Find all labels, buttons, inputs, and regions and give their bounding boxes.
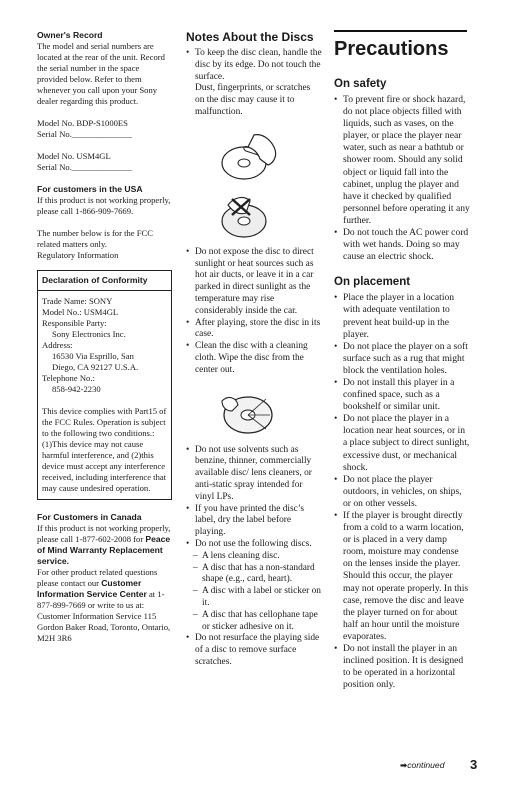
doc-model: Model No.: USM4GL (42, 307, 119, 317)
arrow-icon: ➡ (400, 760, 408, 770)
disc-notes-list-3 (186, 445, 322, 669)
serial-number-2: Serial No.______________ (37, 162, 133, 172)
address-line-2: Diego, CA 92127 U.S.A. (52, 362, 139, 372)
responsible-party-name: Sony Electronics Inc. (52, 329, 126, 339)
model-number-1: Model No. BDP-S1000ES (37, 118, 128, 128)
canada-center-bold: Customer Information Service Center (37, 578, 147, 599)
list-item: • Do not place the player outdoors, in vehicles, on ships, or on other vessels. (334, 474, 470, 510)
address-label: Address: (42, 340, 73, 350)
telephone-number: 858-942-2230 (52, 384, 101, 394)
continued-label (400, 760, 444, 771)
telephone-label: Telephone No.: (42, 373, 95, 383)
list-item: • Do not install this player in a confined space, such as a bookshelf or similar unit. (334, 377, 470, 413)
list-item: • To keep the disc clean, handle the disc by its edge. Do not touch the surface. Dust, fingerprints, or scratches on the disc may cause it to malfunction. (186, 48, 322, 119)
usa-text: If this product is not working properly, please call 1-866-909-7669. (37, 195, 171, 216)
usa-heading: For customers in the USA (37, 184, 143, 194)
column-precautions (334, 30, 470, 691)
list-item: • Clean the disc with a cleaning cloth. Wipe the disc from the center out. (186, 341, 322, 376)
list-item: • Do not expose the disc to direct sunlight or heat sources such as hot air ducts, or leave it in a car parked in direct sunlight as the temperature may rise considerably inside the car. (186, 247, 322, 318)
list-item: • To prevent fire or shock hazard, do not place objects filled with liquids, such as vases, on the player, or place the player near water, such as near a bathtub or shower room. Should any solid object or liquid fall into the cabinet, unplug the player and have it checked by qualified personnel before operating it any further. (334, 94, 470, 227)
list-item: • Do not install the player in an inclined position. It is designed to be operated in a horizontal position only. (334, 643, 470, 691)
column-disc-notes (186, 30, 322, 669)
compliance-text: This device complies with Part15 of the FCC Rules. Operation is subject to the following two conditions.: (1)This device may not cause harmful interference, and (2)this device must accept any interference received, including interference that may cause undesired operation. (42, 406, 167, 493)
list-item: • Do not touch the AC power cord with wet hands. Doing so may cause an electric shock. (334, 227, 470, 263)
responsible-party-label: Responsible Party: (42, 318, 107, 328)
title-rule (334, 30, 467, 32)
list-item: • Do not use the following discs. (186, 539, 322, 551)
list-item: – A disc that has cellophane tape or sticker adhesive on it. (186, 610, 322, 634)
canada-heading: For Customers in Canada (37, 512, 142, 522)
trade-name: Trade Name: SONY (42, 296, 113, 306)
disc-notes-list-2 (186, 247, 322, 377)
address-line-1: 16530 Via Esprillo, San (52, 351, 134, 361)
regulatory-label: Regulatory Information (37, 250, 119, 260)
list-item: • Do not place the player in a location near heat sources, or in a place subject to direct sunlight, excessive dust, or mechanical shock. (334, 413, 470, 473)
list-item: • Do not place the player on a soft surface such as a rug that might block the ventilation holes. (334, 341, 470, 377)
list-item: • If you have printed the disc’s label, dry the label before playing. (186, 504, 322, 539)
continued-text: continued (407, 760, 445, 770)
disc-notes-list (186, 48, 322, 119)
fcc-text: The number below is for the FCC related matters only. (37, 228, 153, 249)
canada-text-a: If this product is not working properly, please call 1-877-602-2008 for (37, 523, 171, 544)
precautions-title: Precautions (334, 38, 449, 60)
serial-number-1: Serial No.______________ (37, 129, 133, 139)
declaration-of-conformity-box (37, 270, 172, 500)
list-item: – A disc with a label or sticker on it. (186, 586, 322, 610)
owners-record-heading: Owner's Record (37, 30, 103, 40)
on-placement-heading: On placement (334, 276, 411, 289)
declaration-heading: Declaration of Conformity (38, 275, 171, 291)
page-number: 3 (470, 757, 478, 772)
canada-contact-text (37, 567, 172, 644)
on-safety-heading: On safety (334, 78, 387, 90)
canada-text (37, 523, 172, 567)
list-item: • After playing, store the disc in its case. (186, 318, 322, 342)
list-item: • Place the player in a location with adequate ventilation to prevent heat build-up in the player. (334, 292, 470, 340)
model-number-2: Model No. USM4GL (37, 151, 111, 161)
safety-list (334, 94, 470, 263)
list-item: – A lens cleaning disc. (186, 551, 322, 563)
disc-notes-heading: Notes About the Discs (186, 30, 314, 44)
column-owner-info (37, 30, 172, 644)
owners-record-text: The model and serial numbers are located at the rear of the unit. Record the serial number in the space provided below. Refer to them whenever you call upon your Sony dealer regarding this product. (37, 41, 165, 106)
list-item: • Do not use solvents such as benzine, thinner, commercially available disc/ lens cleaners, or anti-static spray intended for vinyl LPs. (186, 445, 322, 504)
canada-text-c: at 1-877-899-7669 or write to us at: Customer Information Service 115 Gordon Baker Road, Toronto, Ontario, M2H 3R6 (37, 589, 171, 643)
list-item: • If the player is brought directly from a cold to a warm location, or is placed in a very damp room, moisture may condense on the lenses inside the player. Should this occur, the player may not operate properly. In this case, remove the disc and leave the player turned on for about half an hour until the moisture evaporates. (334, 510, 470, 643)
list-item: – A disc that has a non-standard shape (e.g., card, heart). (186, 563, 322, 587)
disc-cleaning-icon (214, 385, 322, 441)
canada-text-b: For other product related questions please contact our (37, 567, 158, 588)
disc-touch-prohibited-icon (214, 185, 322, 245)
canada-warranty-bold: Peace of Mind Warranty Replacement service. (37, 534, 171, 566)
hand-holding-disc-icon (214, 125, 322, 185)
placement-list (334, 292, 470, 691)
list-item: • Do not resurface the playing side of a disc to remove surface scratches. (186, 633, 322, 668)
